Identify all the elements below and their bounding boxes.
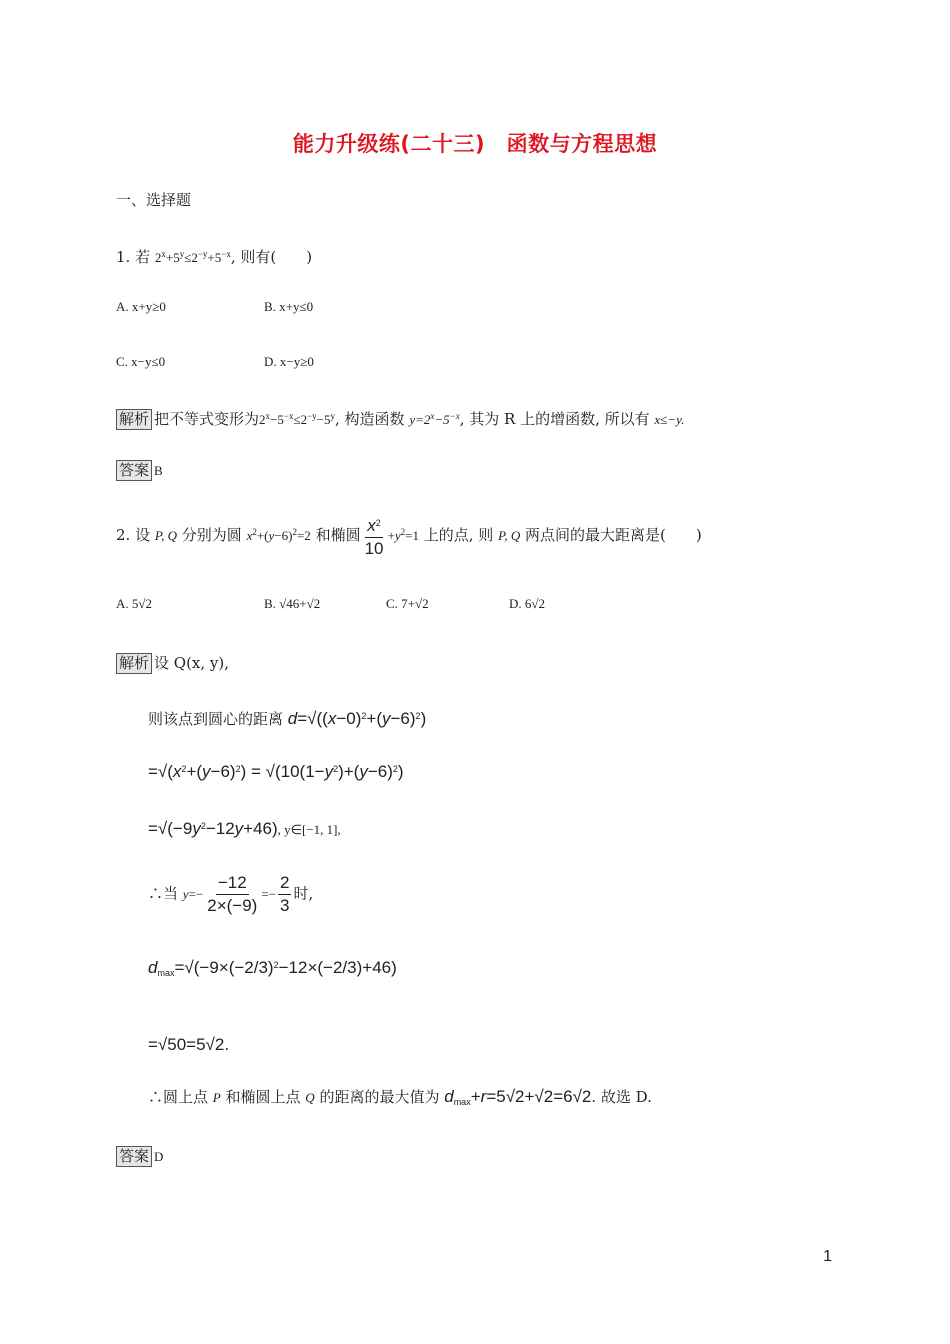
q2-prefix: 2. 设 <box>116 526 155 544</box>
q1-option-a: A. x+y≥0 <box>116 299 166 314</box>
q1-analysis-formula-2: $y=2^x-5^{-x}$ <box>409 411 460 427</box>
question-2-stem <box>116 512 702 560</box>
q1-analysis-a: 把不等式变形为 <box>154 410 260 428</box>
q2-step-4 <box>148 872 313 917</box>
q2-conclusion-c: 的距离的最大值为 <box>314 1088 445 1106</box>
q2-conclusion-formula: $d_{max}+r=5√2+√2=6√2$ <box>444 1087 592 1107</box>
q2-step-1-formula: $d=√((x-0)^2+(y-6)^2)$ <box>287 709 427 728</box>
q2-conclusion-p: P <box>212 1090 221 1105</box>
q2-ellipse-rest: $+y^2=1$ <box>387 527 419 543</box>
page-number: 1 <box>823 1248 832 1265</box>
q2-mid3: 上的点, 则 <box>418 526 499 544</box>
q1-analysis <box>116 405 684 431</box>
q2-mid4: 两点间的最大距离是( ) <box>520 526 702 544</box>
q2-conclusion-d: . 故选 D. <box>591 1088 652 1106</box>
q2-step-5-formula: $d_{max}=√(-9\times(-2/3)^2-12\times(-2/3)+46)$ <box>148 958 397 978</box>
q1-option-b: B. x+y≤0 <box>264 299 314 314</box>
q2-analysis-intro <box>116 652 229 674</box>
q2-step-3-formula: $=√(-9y^2-12y+46)$ <box>148 819 278 838</box>
q1-analysis-b: , 构造函数 <box>335 410 410 428</box>
q1-inequality: $2^x+5^y\le 2^{-y}+5^{-x}$ <box>154 249 231 265</box>
q2-answer-label: 答案 <box>116 1146 152 1167</box>
q2-analysis-intro-text: 设 Q(x, y), <box>154 654 230 672</box>
q2-conclusion <box>148 1086 652 1113</box>
q2-option-d: D. 6√2 <box>509 596 546 611</box>
q2-step-4-y: y <box>182 886 189 902</box>
q2-ellipse-fraction: $\frac{x^2}{10}$ <box>363 512 386 560</box>
q2-step-2-formula: $=√(x^2+(y-6)^2) = √(10(1-y^2)+(y-6)^2)$ <box>148 762 404 781</box>
q2-points: P, Q <box>154 528 178 543</box>
q2-step-1 <box>148 705 426 730</box>
q1-answer <box>116 459 163 482</box>
q2-step-4-tail: 时, <box>293 884 314 903</box>
q1-analysis-label: 解析 <box>116 409 152 430</box>
q2-answer <box>116 1145 163 1168</box>
q2-step-4-eq: =− <box>188 886 204 902</box>
q2-conclusion-q: Q <box>305 1090 315 1105</box>
q2-option-b: B. √46+√2 <box>264 596 321 611</box>
q2-step-3 <box>148 815 341 841</box>
q2-answer-value: D <box>154 1149 164 1164</box>
q2-step-4-eq2: =− <box>261 886 276 902</box>
q2-step-4-fraction-1: $\frac{-12}{2\times(-9)}$ <box>207 873 258 915</box>
q2-circle-equation: $x^2+(y-6)^2=2$ <box>246 527 311 543</box>
question-1-stem <box>116 243 312 269</box>
q2-conclusion-b: 和椭圆上点 <box>220 1088 306 1106</box>
q2-step-3-range: , y∈[−1, 1], <box>277 822 341 837</box>
q2-step-6-formula: =√50=5√2. <box>148 1035 230 1054</box>
q2-mid2: 和椭圆 <box>310 526 361 544</box>
q2-option-a: A. 5√2 <box>116 596 153 611</box>
q1-prefix: 1. 若 <box>116 248 155 266</box>
q2-analysis-label: 解析 <box>116 653 152 674</box>
q2-step-4-when: ∴当 <box>148 884 183 903</box>
q1-analysis-c: , 其为 R 上的增函数, 所以有 <box>459 410 655 428</box>
q2-mid1: 分别为圆 <box>177 526 247 544</box>
q2-step-1-text: 则该点到圆心的距离 <box>148 710 288 728</box>
q2-option-c: C. 7+√2 <box>386 596 429 611</box>
q2-conclusion-a: ∴圆上点 <box>148 1088 213 1106</box>
q1-stem-tail: , 则有( ) <box>230 248 313 266</box>
q2-points-2: P, Q <box>498 528 521 543</box>
q1-analysis-formula-3: x≤−y. <box>654 412 685 427</box>
q1-option-c: C. x−y≤0 <box>116 354 166 369</box>
q2-step-4-fraction-2: $\frac{2}{3}$ <box>280 873 290 915</box>
q1-answer-label: 答案 <box>116 460 152 481</box>
q1-answer-value: B <box>154 463 163 478</box>
q1-option-d: D. x−y≥0 <box>264 354 314 369</box>
q1-analysis-formula-1: $2^x-5^{-x}\le 2^{-y}-5^y$ <box>259 411 336 427</box>
section-heading: 一、选择题 <box>116 191 192 209</box>
page-title: 能力升级练(二十三) 函数与方程思想 <box>292 132 658 156</box>
